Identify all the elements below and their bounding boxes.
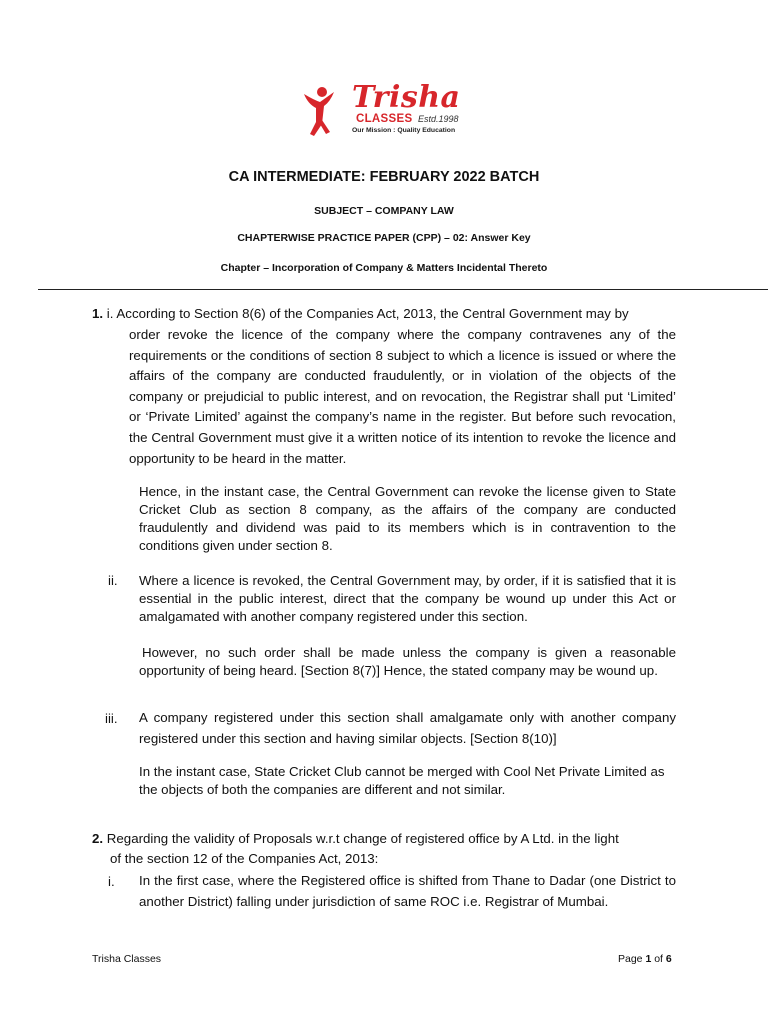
logo-brand-text: Trisha	[352, 80, 461, 115]
q1-marker-ii: ii.	[108, 573, 118, 588]
q1-para-iii-conclusion: In the instant case, State Cricket Club cannot be merged with Cool Net Private Limited as the objects of both the companies are different and not similar.	[139, 764, 665, 797]
q2-para-i: In the first case, where the Registered office is shifted from Thane to Dadar (one District to another District) falling under jurisdiction of same ROC i.e. Registrar of Mumbai.	[139, 873, 676, 909]
page-total: 6	[665, 953, 672, 965]
q2-marker-i: i.	[108, 874, 115, 889]
q1-marker-i: i.	[106, 306, 114, 321]
logo-mission-text: Our Mission : Quality Education	[352, 127, 456, 134]
q1-para-i-first: According to Section 8(6) of the Companies Act, 2013, the Central Government may by	[116, 306, 629, 321]
q1-para-i-rest: order revoke the licence of the company where the company contravenes any of the requirements or the conditions of section 8 subject to which a licence is issued or where the affairs of the company are conducted fraudulently, or in violation of the objects of the company or prejudicial to public interest, and on revocation, the Registrar shall put ‘Limited’ or ‘Private Limited’ against the company’s name in the register. But before such revocation, the Central Government must give it a written notice of its intention to revoke the licence and opportunity to be heard in the matter.	[129, 327, 676, 466]
logo-estd-text: Estd.1998	[418, 114, 459, 124]
q1-para-ii: Where a licence is revoked, the Central Government may, by order, if it is satisfied that it is essential in the public interest, direct that the company be wound up under this Act or amalgamated with another company registered under this section.	[139, 573, 676, 624]
runner-figure-icon	[300, 84, 352, 142]
page-of: of	[654, 953, 663, 965]
page-current: 1	[645, 953, 652, 965]
q1-number: 1.	[92, 306, 104, 321]
paper-heading: CHAPTERWISE PRACTICE PAPER (CPP) – 02: Answer Key	[237, 232, 531, 244]
header-divider	[38, 289, 768, 290]
q1-para-ii-b: However, no such order shall be made unless the company is given a reasonable opportunity of being heard. [Section 8(7)] Hence, the stated company may be wound up.	[139, 645, 676, 678]
logo-classes-text: CLASSES	[356, 113, 413, 125]
chapter-heading: Chapter – Incorporation of Company & Matters Incidental Thereto	[220, 262, 548, 274]
q1-first-line	[92, 304, 676, 325]
q2-intro-rest: of the section 12 of the Companies Act, 2013:	[110, 851, 379, 866]
q2-number: 2.	[92, 831, 104, 846]
trisha-logo	[300, 80, 461, 142]
page-label: Page	[618, 953, 643, 965]
q1-marker-iii: iii.	[105, 711, 118, 726]
footer-page-number	[618, 953, 672, 965]
subject-heading: SUBJECT – COMPANY LAW	[314, 205, 454, 217]
q1-para-i-conclusion: Hence, in the instant case, the Central Government can revoke the license given to State Cricket Club as section 8 company, as the affairs of the company are conducted fraudulently and dividend was paid to its members which is in contravention to the conditions given under section 8.	[139, 484, 676, 553]
q1-para-iii: A company registered under this section shall amalgamate only with another company registered under this section and having similar objects. [Section 8(10)]	[139, 710, 676, 746]
document-title: CA INTERMEDIATE: FEBRUARY 2022 BATCH	[228, 169, 540, 185]
q2-intro-first: Regarding the validity of Proposals w.r.t change of registered office by A Ltd. in the light	[106, 831, 619, 846]
q2-intro-first-line	[92, 829, 676, 850]
footer-left: Trisha Classes	[92, 953, 162, 965]
